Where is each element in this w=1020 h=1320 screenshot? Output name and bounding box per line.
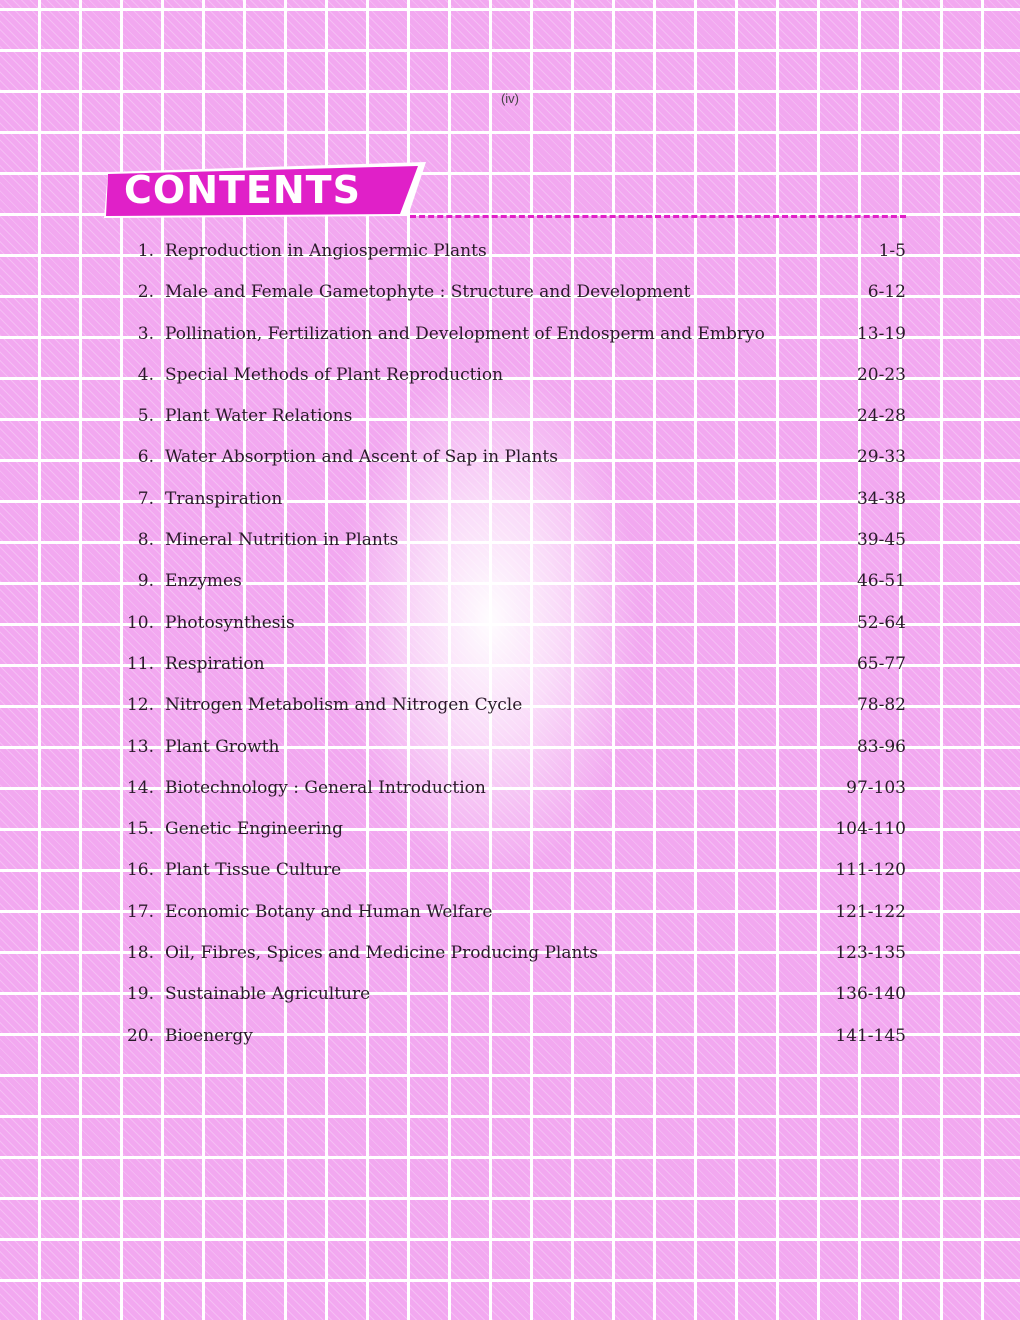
chapter-title: Respiration (165, 653, 265, 674)
chapter-number: 17. (126, 901, 154, 922)
page-range: 13-19 (856, 323, 906, 344)
toc-entry[interactable] (120, 314, 910, 355)
toc-entry[interactable] (120, 1016, 910, 1057)
chapter-title: Oil, Fibres, Spices and Medicine Producing Plants (165, 943, 598, 964)
chapter-number: 15. (126, 819, 154, 840)
page-range: 24-28 (856, 406, 906, 427)
toc-entry[interactable] (120, 437, 910, 478)
chapter-number: 14. (126, 777, 154, 798)
toc-entry[interactable] (120, 809, 910, 850)
page-title: CONTENTS (124, 168, 361, 212)
chapter-title: Plant Water Relations (165, 406, 353, 427)
page-range: 1-5 (878, 241, 906, 261)
chapter-number: 2. (137, 282, 154, 303)
toc-entry[interactable] (120, 355, 910, 396)
chapter-title: Transpiration (165, 488, 283, 509)
chapter-title: Water Absorption and Ascent of Sap in Plants (165, 447, 558, 468)
page-range: 39-45 (856, 530, 906, 551)
heading-divider (410, 215, 906, 218)
chapter-title: Enzymes (165, 571, 242, 592)
toc-entry[interactable] (120, 974, 910, 1015)
chapter-title: Reproduction in Angiospermic Plants (165, 241, 487, 261)
chapter-number: 8. (137, 530, 154, 551)
toc-entry[interactable] (120, 520, 910, 561)
page-range: 121-122 (835, 901, 906, 922)
page-range: 141-145 (835, 1025, 906, 1046)
page-range: 111-120 (835, 860, 906, 881)
toc-entry[interactable] (120, 561, 910, 602)
chapter-number: 5. (137, 406, 154, 427)
chapter-title: Pollination, Fertilization and Development of Endosperm and Embryo (165, 323, 765, 344)
page-range: 34-38 (856, 488, 906, 509)
page-range: 65-77 (856, 653, 906, 674)
toc-entry[interactable] (120, 603, 910, 644)
chapter-title: Nitrogen Metabolism and Nitrogen Cycle (165, 695, 523, 716)
chapter-title: Special Methods of Plant Reproduction (165, 364, 504, 385)
chapter-title: Photosynthesis (165, 612, 295, 633)
toc-entry[interactable] (120, 768, 910, 809)
toc-entry[interactable] (120, 396, 910, 437)
chapter-number: 1. (137, 241, 154, 261)
chapter-title: Economic Botany and Human Welfare (165, 901, 493, 922)
table-of-contents (120, 231, 910, 1057)
page-number: (iv) (500, 91, 520, 106)
chapter-number: 4. (137, 364, 154, 385)
page-range: 6-12 (867, 282, 906, 303)
page-range: 97-103 (846, 777, 906, 798)
page-range: 20-23 (856, 364, 906, 385)
chapter-title: Genetic Engineering (165, 819, 343, 840)
page-range: 29-33 (856, 447, 906, 468)
chapter-title: Male and Female Gametophyte : Structure and Development (165, 282, 691, 303)
chapter-number: 20. (126, 1025, 154, 1046)
toc-entry[interactable] (120, 850, 910, 891)
chapter-title: Plant Growth (165, 736, 280, 757)
chapter-number: 13. (126, 736, 154, 757)
chapter-number: 6. (137, 447, 154, 468)
toc-entry[interactable] (120, 892, 910, 933)
chapter-title: Biotechnology : General Introduction (165, 777, 486, 798)
page-range: 78-82 (856, 695, 906, 716)
page-range: 136-140 (835, 984, 906, 1005)
toc-entry[interactable] (120, 479, 910, 520)
chapter-title: Plant Tissue Culture (165, 860, 342, 881)
toc-entry[interactable] (120, 231, 910, 272)
chapter-number: 9. (137, 571, 154, 592)
chapter-number: 18. (126, 943, 154, 964)
chapter-title: Bioenergy (165, 1025, 253, 1046)
chapter-number: 12. (126, 695, 154, 716)
toc-entry[interactable] (120, 644, 910, 685)
page-range: 83-96 (856, 736, 906, 757)
chapter-title: Sustainable Agriculture (165, 984, 371, 1005)
chapter-number: 16. (126, 860, 154, 881)
chapter-number: 7. (137, 488, 154, 509)
chapter-title: Mineral Nutrition in Plants (165, 530, 399, 551)
chapter-number: 19. (126, 984, 154, 1005)
page-range: 123-135 (835, 943, 906, 964)
toc-entry[interactable] (120, 727, 910, 768)
page-range: 104-110 (835, 819, 906, 840)
page-range: 46-51 (856, 571, 906, 592)
page-range: 52-64 (856, 612, 906, 633)
toc-entry[interactable] (120, 272, 910, 313)
chapter-number: 3. (137, 323, 154, 344)
chapter-number: 11. (126, 653, 154, 674)
toc-entry[interactable] (120, 933, 910, 974)
chapter-number: 10. (126, 612, 154, 633)
toc-entry[interactable] (120, 685, 910, 726)
contents-banner (104, 162, 426, 218)
